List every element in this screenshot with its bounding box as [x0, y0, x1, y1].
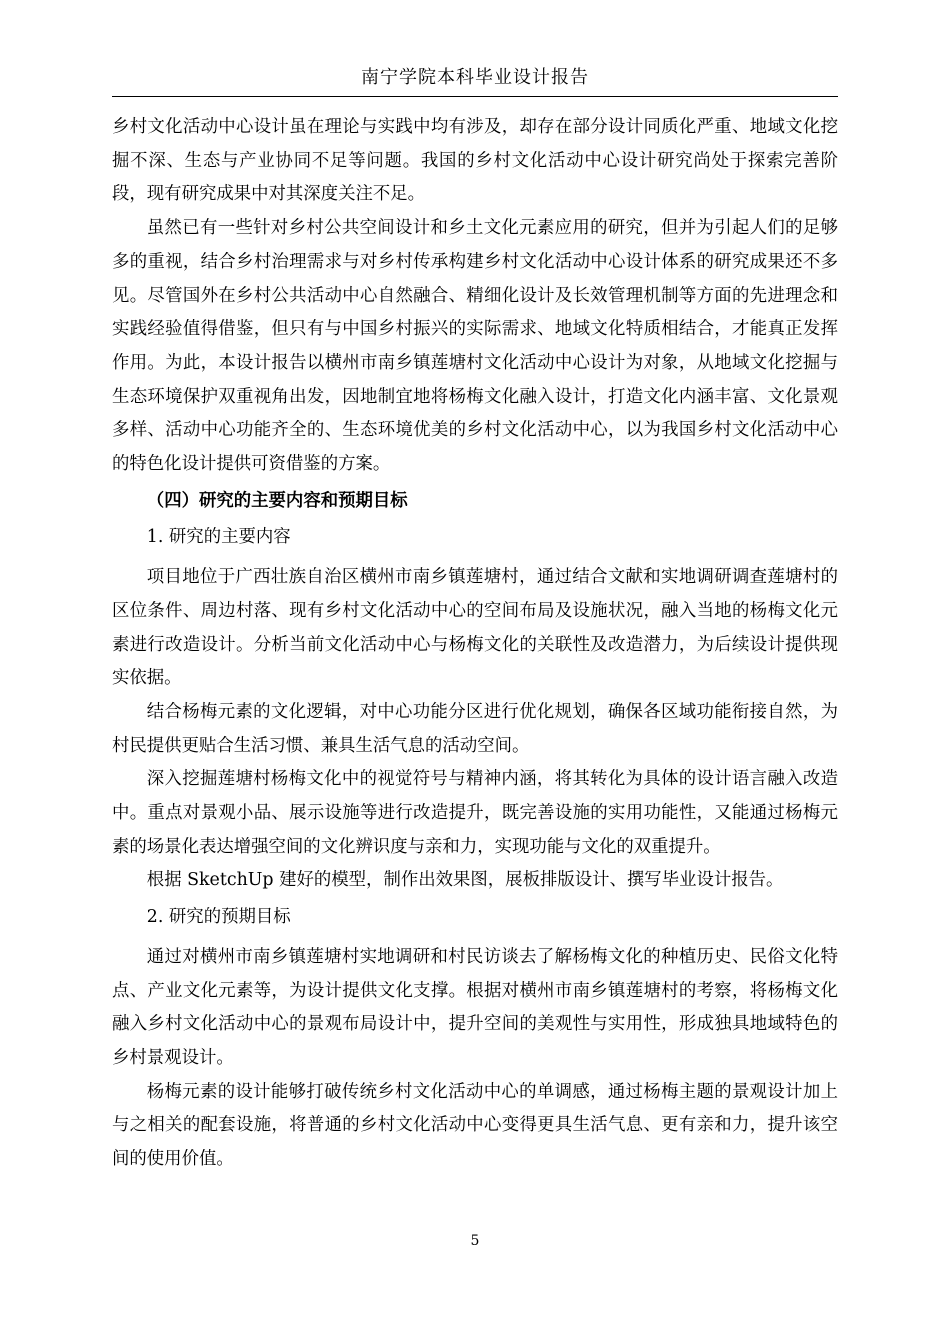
paragraph: 根据 SketchUp 建好的模型，制作出效果图，展板排版设计、撰写毕业设计报告。 — [146, 870, 784, 891]
subsection-heading-goals: 2. 研究的预期目标 — [146, 907, 291, 928]
running-header: 南宁学院本科毕业设计报告 — [361, 67, 589, 88]
body-text — [112, 111, 838, 1177]
paragraph-continuation: 乡村文化活动中心设计虽在理论与实践中均有涉及，却存在部分设计同质化严重、地域文化挖掘不深、生态与产业协同不足等问题。我国的乡村文化活动中心设计研究尚处于探索完善阶段，现有研究成果中对其深度关注不足。 — [112, 117, 838, 205]
paragraph: 深入挖掘莲塘村杨梅文化中的视觉符号与精神内涵，将其转化为具体的设计语言融入改造中。重点对景观小品、展示设施等进行改造提升，既完善设施的实用功能性，又能通过杨梅元素的场景化表达增强空间的文化辨识度与亲和力，实现功能与文化的双重提升。 — [112, 769, 838, 857]
paragraph: 杨梅元素的设计能够打破传统乡村文化活动中心的单调感，通过杨梅主题的景观设计加上与之相关的配套设施，将普通的乡村文化活动中心变得更具生活气息、更有亲和力，提升该空间的使用价值。 — [112, 1081, 838, 1170]
paragraph: 项目地位于广西壮族自治区横州市南乡镇莲塘村，通过结合文献和实地调研调查莲塘村的区位条件、周边村落、现有乡村文化活动中心的空间布局及设施状况，融入当地的杨梅文化元素进行改造设计。分析当前文化活动中心与杨梅文化的关联性及改造潜力，为后续设计提供现实依据。 — [112, 567, 838, 689]
header-rule — [112, 96, 838, 97]
paragraph: 通过对横州市南乡镇莲塘村实地调研和村民访谈去了解杨梅文化的种植历史、民俗文化特点、产业文化元素等，为设计提供文化支撑。根据对横州市南乡镇莲塘村的考察，将杨梅文化融入乡村文化活动中心的景观布局设计中，提升空间的美观性与实用性，形成独具地域特色的乡村景观设计。 — [112, 946, 838, 1068]
section-heading: （四）研究的主要内容和预期目标 — [146, 490, 408, 511]
page-number: 5 — [470, 1233, 480, 1249]
paragraph: 结合杨梅元素的文化逻辑，对中心功能分区进行优化规划，确保各区域功能衔接自然，为村民提供更贴合生活习惯、兼具生活气息的活动空间。 — [112, 701, 838, 756]
paragraph: 虽然已有一些针对乡村公共空间设计和乡土文化元素应用的研究，但并为引起人们的足够多的重视，结合乡村治理需求与对乡村传承构建乡村文化活动中心设计体系的研究成果还不多见。尽管国外在乡村公共活动中心自然融合、精细化设计及长效管理机制等方面的先进理念和实践经验值得借鉴，但只有与中国乡村振兴的实际需求、地域文化特质相结合，才能真正发挥作用。为此，本设计报告以横州市南乡镇莲塘村文化活动中心设计为对象，从地域文化挖掘与生态环境保护双重视角出发，因地制宜地将杨梅文化融入设计，打造文化内涵丰富、文化景观多样、活动中心功能齐全的、生态环境优美的乡村文化活动中心，以为我国乡村文化活动中心的特色化设计提供可资借鉴的方案。 — [112, 218, 838, 475]
subsection-heading-contents: 1. 研究的主要内容 — [146, 527, 291, 548]
